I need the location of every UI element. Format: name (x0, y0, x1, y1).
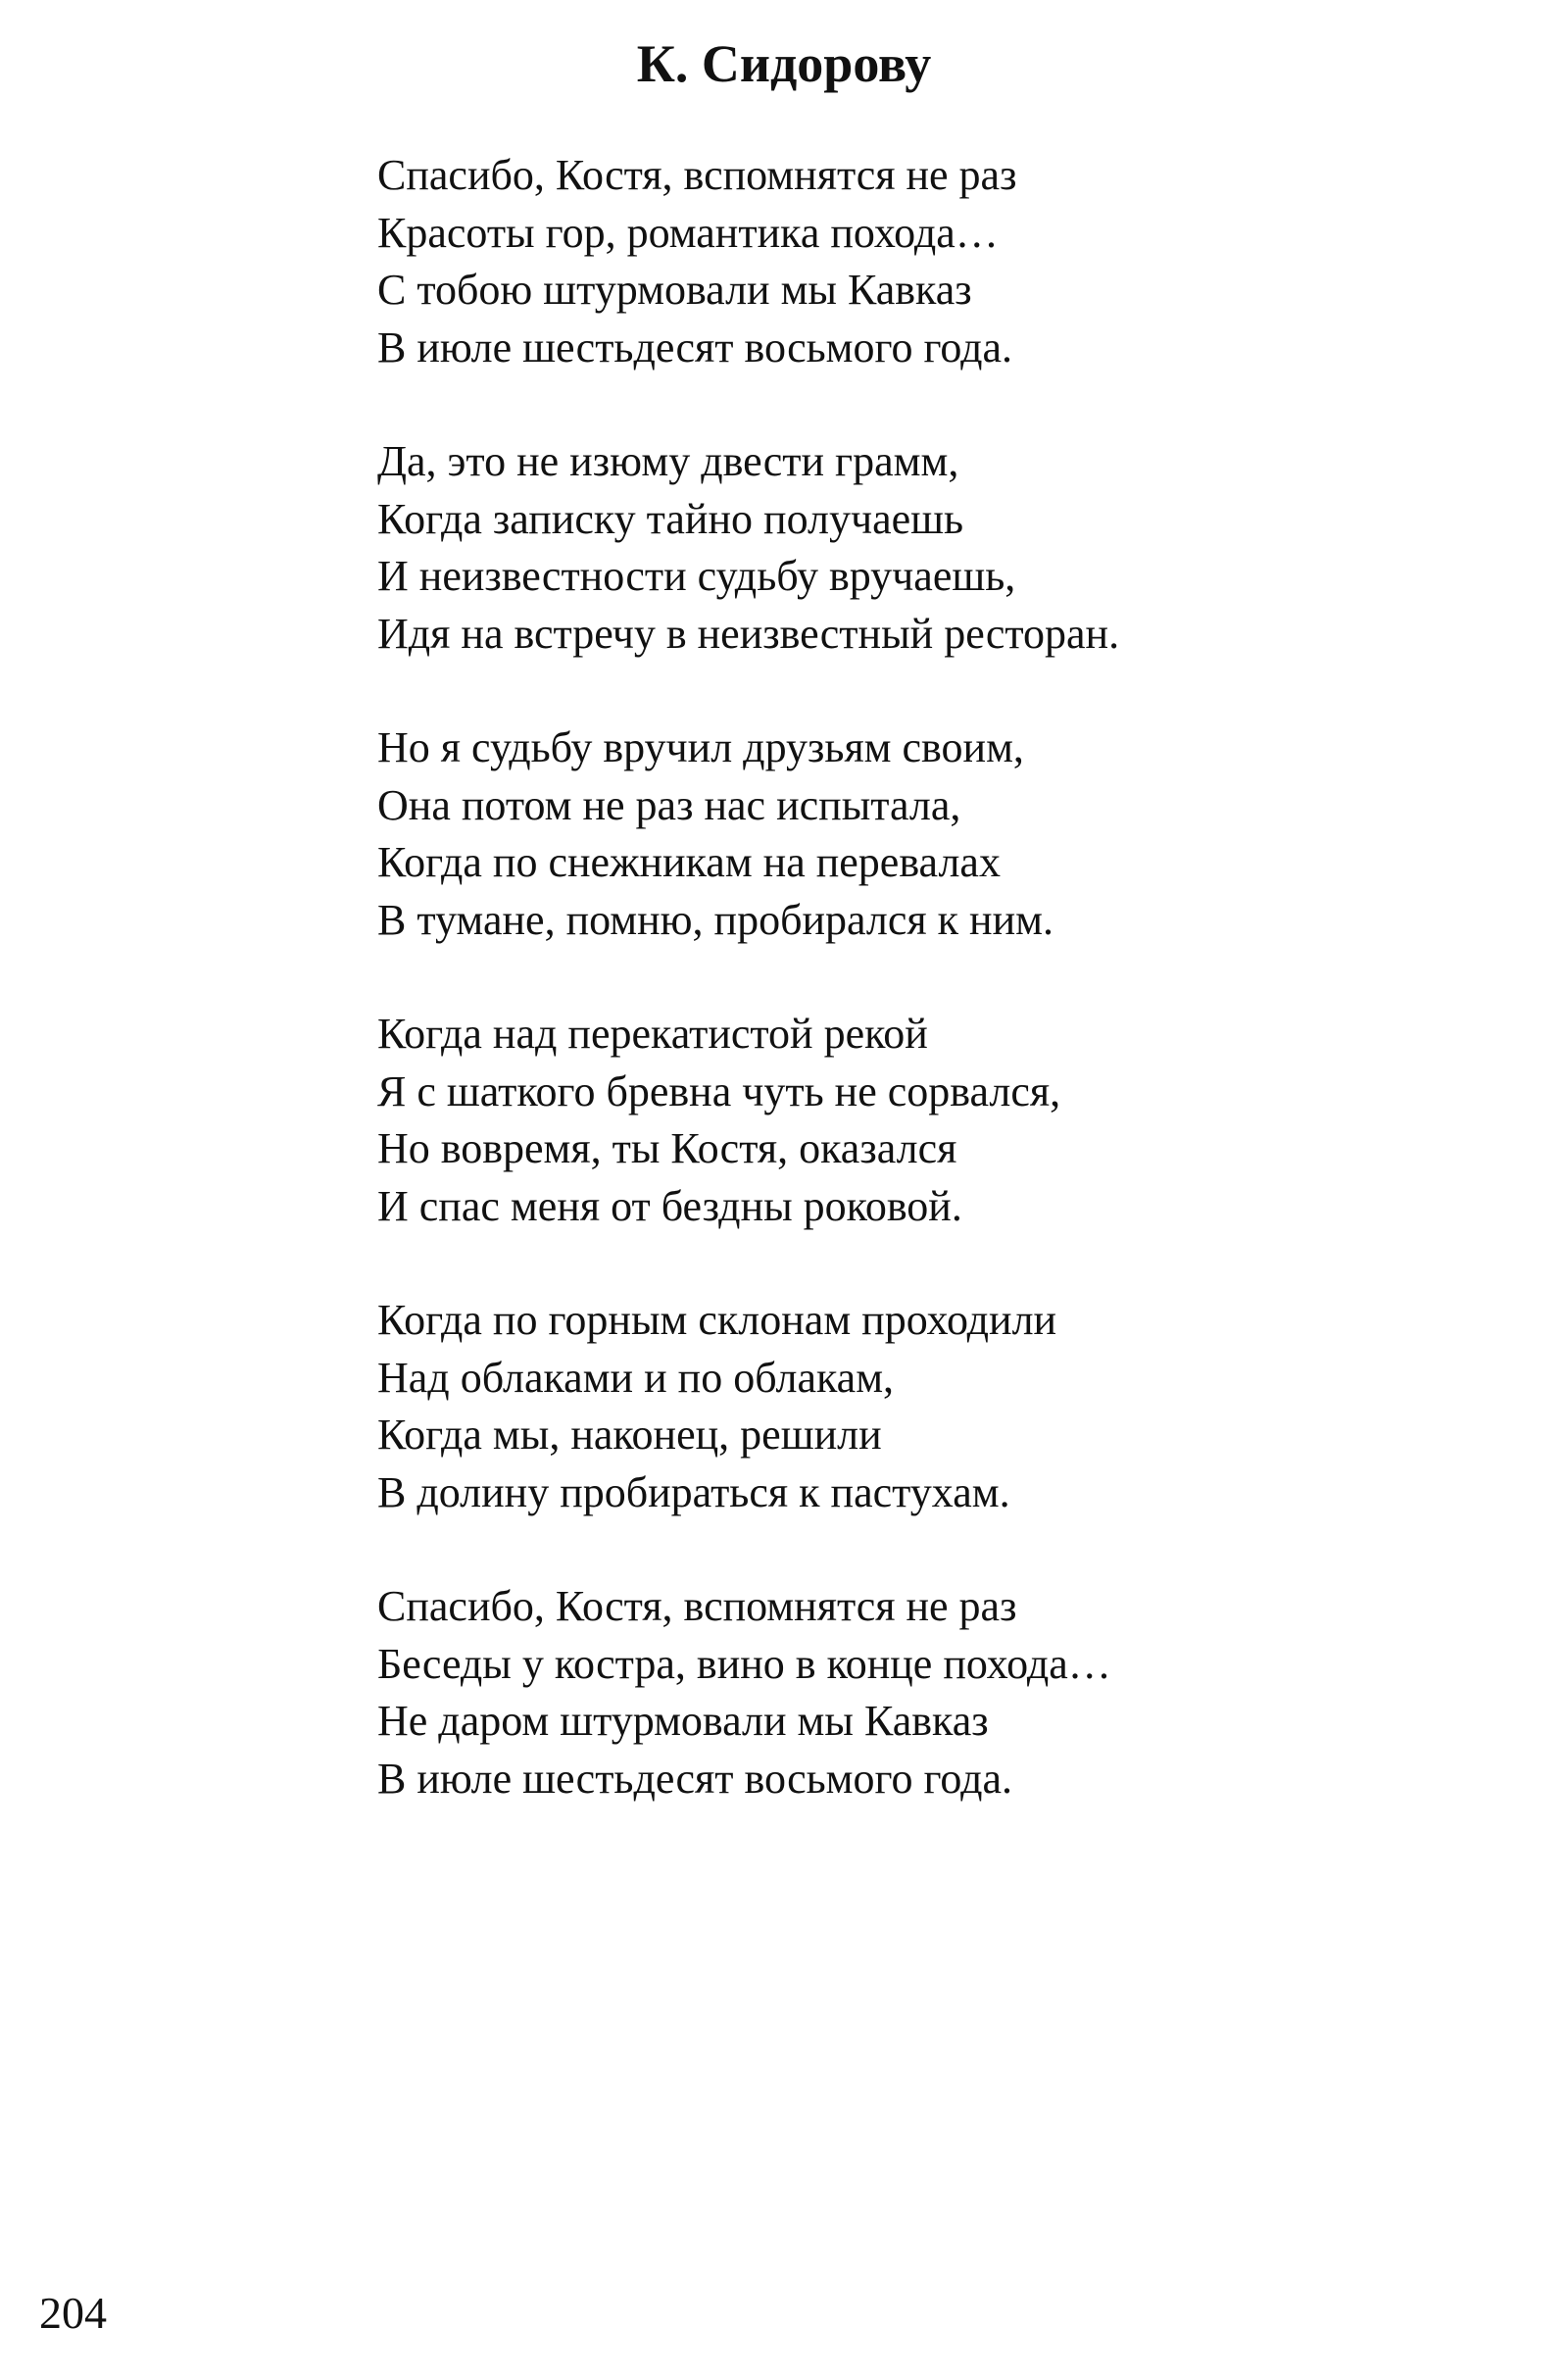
poem-line: В тумане, помню, пробирался к ним. (377, 895, 1054, 944)
poem-line: Да, это не изюму двести грамм, (377, 437, 959, 485)
poem-line: В июле шестьдесят восьмого года. (377, 322, 1013, 371)
poem-line: Красоты гор, романтика похода… (377, 208, 999, 257)
stanza-4 (377, 1006, 1504, 1235)
poem-line: Но вовремя, ты Костя, оказался (377, 1124, 957, 1172)
poem-line: Не даром штурмовали мы Кавказ (377, 1697, 989, 1745)
poem-line: Спасибо, Костя, вспомнятся не раз (377, 151, 1017, 199)
poem-line: В июле шестьдесят восьмого года. (377, 1754, 1013, 1803)
stanza-3 (377, 719, 1504, 949)
poem-line: И спас меня от бездны роковой. (377, 1181, 962, 1230)
poem-line: Спасибо, Костя, вспомнятся не раз (377, 1582, 1017, 1630)
poem-line: Над облаками и по облакам, (377, 1353, 895, 1402)
stanza-5 (377, 1292, 1504, 1521)
stanza-6 (377, 1578, 1504, 1808)
poem-line: Но я судьбу вручил друзьям своим, (377, 723, 1024, 771)
poem-line: С тобою штурмовали мы Кавказ (377, 266, 972, 314)
poem-line: Когда мы, наконец, решили (377, 1411, 882, 1459)
poem-line: Я с шаткого бревна чуть не сорвался, (377, 1066, 1061, 1115)
poem-line: Когда записку тайно получаешь (377, 494, 964, 543)
stanza-1 (377, 147, 1504, 376)
stanza-2 (377, 433, 1504, 663)
page-title: К. Сидорову (636, 34, 932, 93)
poem-line: Когда над перекатистой рекой (377, 1010, 928, 1058)
poem-line: И неизвестности судьбу вручаешь, (377, 552, 1016, 600)
poem-line: Беседы у костра, вино в конце похода… (377, 1639, 1111, 1688)
poem (377, 147, 1504, 1864)
poem-line: Идя на встречу в неизвестный ресторан. (377, 609, 1120, 658)
poem-line: Когда по снежникам на перевалах (377, 838, 1001, 886)
poem-line: Она потом не раз нас испытала, (377, 780, 961, 829)
poem-line: В долину пробираться к пастухам. (377, 1467, 1010, 1516)
poem-line: Когда по горным склонам проходили (377, 1296, 1057, 1344)
page-number: 204 (39, 2288, 107, 2338)
